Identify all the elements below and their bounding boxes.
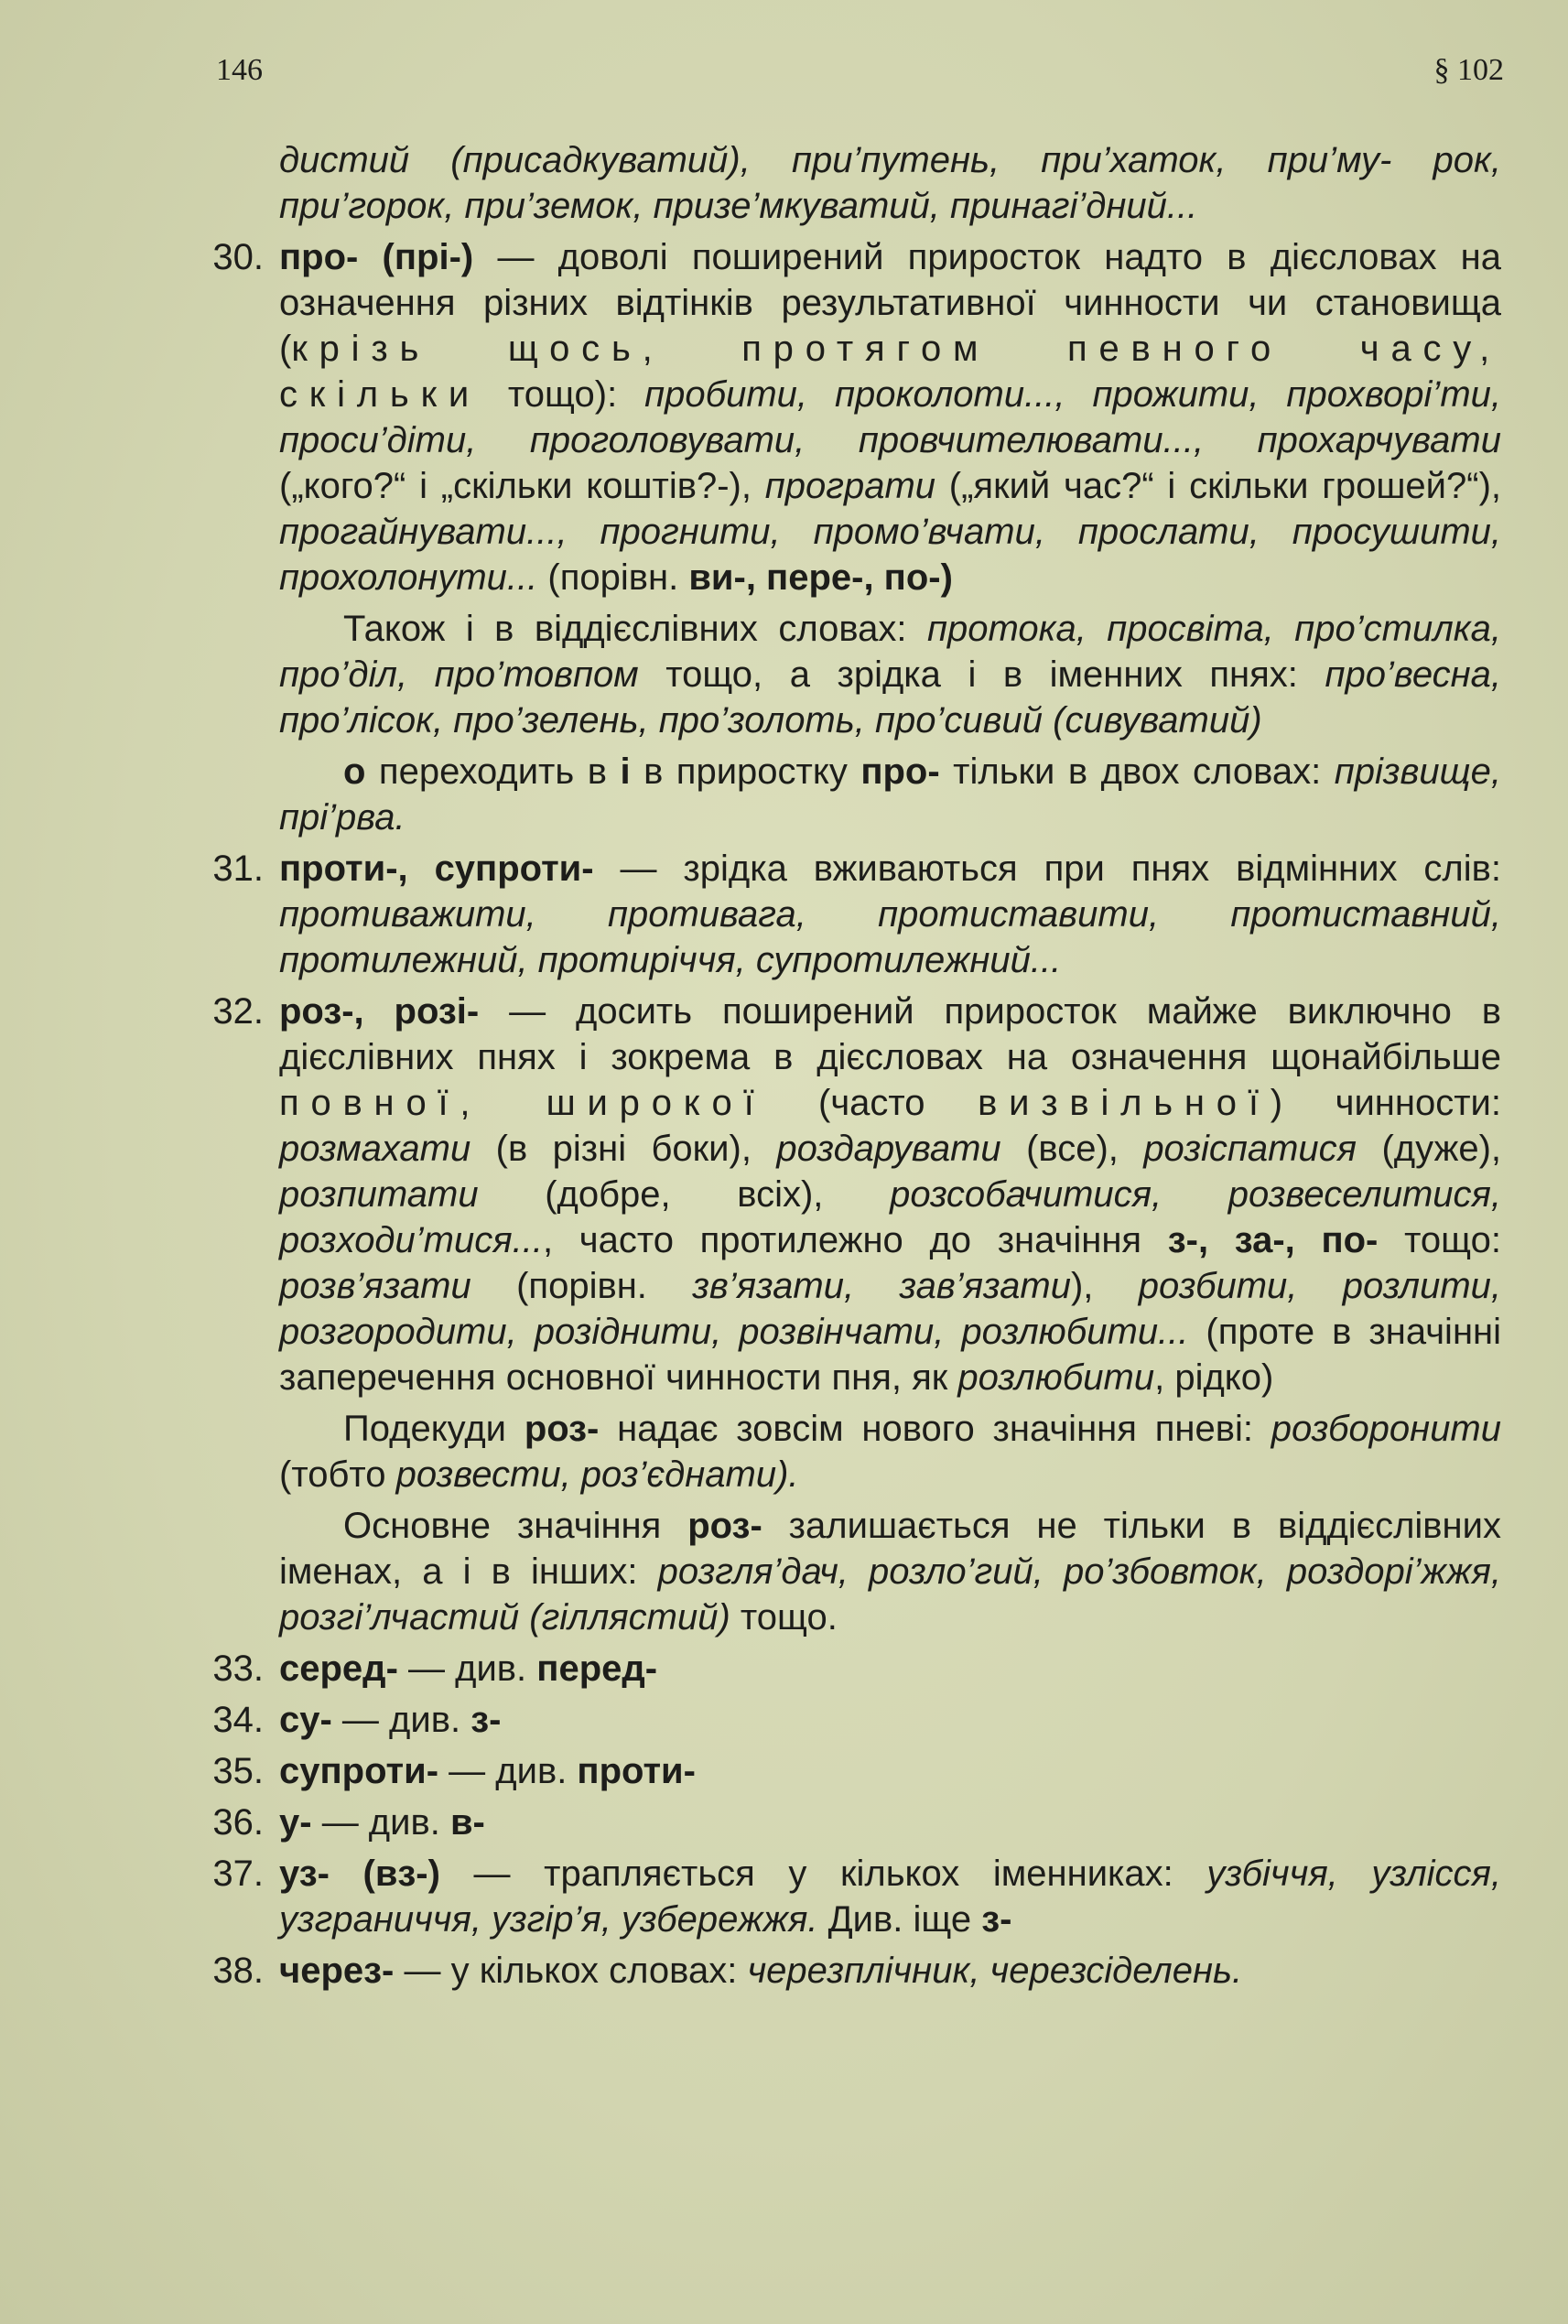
text-run: Основне значіння	[343, 1506, 688, 1546]
entry-number: 35.	[212, 1751, 264, 1791]
bold-term: роз-	[687, 1506, 762, 1546]
bold-term: у-	[279, 1802, 312, 1843]
entry-text	[279, 846, 1501, 983]
text-run: (тобто	[279, 1454, 396, 1495]
entry-number: 38.	[212, 1951, 264, 1991]
italic-example: противажити, противага, протиставити, протиставний, протилежний, протиріччя, супротилежний...	[279, 894, 1501, 980]
entry-number: 37.	[212, 1854, 264, 1894]
text-run: — див.	[331, 1700, 471, 1740]
text-run: ) чинности:	[1270, 1083, 1501, 1123]
text-run: — досить поширений приросток майже виключно в дієслівних пнях і зокрема в дієсловах на означення щонайбільше	[279, 991, 1501, 1077]
entry-text	[279, 1800, 1501, 1845]
entry-number: 34.	[212, 1700, 264, 1740]
entry-text	[279, 1697, 1501, 1743]
page-content	[192, 137, 1501, 1994]
list-item	[192, 1948, 1501, 1994]
bold-term: про-	[860, 751, 940, 792]
entry-subparagraph	[279, 1503, 1501, 1640]
list-item	[192, 1800, 1501, 1845]
entry-number: 32.	[212, 991, 264, 1032]
bold-term: су-	[279, 1700, 332, 1740]
bold-term: проти-, супроти-	[279, 849, 594, 889]
entry-text	[279, 989, 1501, 1400]
bold-term: перед-	[536, 1648, 658, 1689]
list-item	[192, 846, 1501, 983]
text-run: — зрідка вживаються при пнях відмінних слів:	[593, 849, 1501, 889]
italic-example: дистий (присадкуватий), при’путень, при’хаток, при’му-	[279, 140, 1392, 180]
text-run: тощо.	[730, 1597, 838, 1638]
italic-example: прогайнувати..., прогнити, промо’вчати, прослати, просушити, прохолонути...	[279, 512, 1501, 598]
italic-example: прізвище, прі’рва.	[279, 751, 1501, 838]
italic-example: розмахати	[279, 1129, 471, 1169]
entry-number: 31.	[212, 849, 264, 889]
bold-term: уз- (вз-)	[279, 1854, 440, 1894]
text-run: тощо):	[481, 374, 645, 415]
list-item	[192, 1697, 1501, 1743]
text-run: , рідко)	[1154, 1357, 1274, 1398]
bold-term: серед-	[279, 1648, 398, 1689]
spaced-text: крізь щось, протягом певного часу, скільки	[279, 329, 1501, 415]
text-run: в приростку	[630, 751, 861, 792]
entry-text	[279, 1748, 1501, 1794]
italic-example: розбити, розлити, розгородити, розіднити, розвінчати, розлюбити...	[279, 1266, 1502, 1352]
text-run: (дуже),	[1357, 1129, 1502, 1169]
text-run: надає зовсім нового значіння пневі:	[599, 1409, 1271, 1449]
text-run: Див. іще	[817, 1899, 982, 1940]
italic-example: розгля’дач, розло’гий, ро’збовток, роздорі’жжя, розгі’лчастий (гіллястий)	[279, 1551, 1501, 1638]
entry-subparagraph	[279, 1406, 1501, 1497]
italic-example: пробити, проколоти..., прожити, прохворі’ти, проси’діти, проголовувати, провчителювати..., прохарчувати	[279, 374, 1502, 460]
text-run: — доволі поширений приросток надто в дієсловах на означення різних відтінків результативної чинности чи становища (	[279, 237, 1501, 369]
italic-example: про’весна, про’лісок, про’зелень, про’золоть, про’сивий (сивуватий)	[279, 654, 1501, 740]
bold-term: і	[620, 751, 631, 792]
entry-text	[279, 234, 1501, 600]
italic-example: розпитати	[279, 1174, 479, 1215]
text-run: (проте в значінні заперечення основної чинности пня, як	[279, 1312, 1502, 1398]
entry-text	[279, 1646, 1501, 1692]
section-number: § 102	[1433, 53, 1504, 87]
italic-example: рок, при’горок, при’земок, призе’мкуватий, принагі’дний...	[279, 140, 1501, 226]
bold-term: роз-, розі-	[279, 991, 480, 1032]
text-run: — див.	[311, 1802, 450, 1843]
bold-term: супроти-	[279, 1751, 439, 1791]
italic-example: зв’язати, зав’язати	[692, 1266, 1071, 1306]
list-item	[192, 1646, 1501, 1692]
spaced-text: визвільної	[978, 1083, 1271, 1123]
bold-term: о	[343, 751, 366, 792]
text-run: — див.	[397, 1648, 537, 1689]
entry-text	[279, 1948, 1501, 1994]
italic-example: протока, просвіта, про’стилка, про’діл, про’товпом	[279, 609, 1502, 695]
text-run: тощо, а зрідка і в іменних пнях:	[638, 654, 1325, 695]
bold-term: з-	[470, 1700, 502, 1740]
bold-term: з-	[981, 1899, 1012, 1940]
entry-number: 36.	[212, 1802, 264, 1843]
text-run: тощо:	[1378, 1220, 1502, 1260]
entry-text	[279, 1851, 1501, 1942]
text-run: („кого?“ і „скільки коштів?-),	[279, 466, 765, 506]
text-run: (в різні боки),	[470, 1129, 777, 1169]
text-run: , часто протилежно до значіння	[542, 1220, 1168, 1260]
italic-example: узбіччя, узлісся, узграниччя, узгір’я, узбережжя.	[279, 1854, 1502, 1940]
continuation-paragraph	[192, 137, 1501, 229]
italic-example: розборонити	[1271, 1409, 1501, 1449]
italic-example: розв’язати	[279, 1266, 471, 1306]
text-run: Подекуди	[343, 1409, 524, 1449]
italic-example: розсобачитися, розвеселитися, розходи’тися...	[279, 1174, 1501, 1260]
text-run: ),	[1070, 1266, 1139, 1306]
text-run: (порівн.	[470, 1266, 693, 1306]
list-item	[192, 1851, 1501, 1942]
page-header	[216, 53, 1504, 108]
entry-subparagraph	[279, 749, 1501, 840]
bold-term: ви-, пере-, по-)	[688, 557, 953, 598]
bold-term: через-	[279, 1951, 395, 1991]
italic-example: розіспатися	[1143, 1129, 1357, 1169]
text-run: Також і в віддієслівних словах:	[343, 609, 927, 649]
list-item	[192, 989, 1501, 1640]
text-run: (часто	[765, 1083, 979, 1123]
italic-example: роздарувати	[776, 1129, 1001, 1169]
text-run: — див.	[438, 1751, 578, 1791]
text-run: — трапляється у кількох іменниках:	[439, 1854, 1207, 1894]
list-item	[192, 234, 1501, 840]
italic-example: програти	[764, 466, 936, 506]
spaced-text: повної, широкої	[279, 1083, 766, 1123]
italic-example: розвести, роз’єднати).	[395, 1454, 799, 1495]
text-run: (все),	[1000, 1129, 1144, 1169]
entry-number: 30.	[212, 237, 264, 277]
list-item	[192, 1748, 1501, 1794]
text-run: — у кількох словах:	[394, 1951, 748, 1991]
page-number: 146	[216, 53, 263, 87]
bold-term: роз-	[524, 1409, 600, 1449]
entry-subparagraph	[279, 606, 1501, 743]
text-run: залишається не тільки в віддієслівних іменах, а і в інших:	[279, 1506, 1501, 1592]
text-run: тільки в двох словах:	[939, 751, 1335, 792]
bold-term: проти-	[577, 1751, 696, 1791]
text-run: (порівн.	[537, 557, 689, 598]
text-run: переходить в	[365, 751, 621, 792]
italic-example: розлюбити	[957, 1357, 1155, 1398]
text-run: (добре, всіх),	[478, 1174, 891, 1215]
italic-example: черезплічник, черезсіделень.	[747, 1951, 1243, 1991]
text-run: („який час?“ і скільки грошей?“),	[935, 466, 1501, 506]
bold-term: з-, за-, по-	[1167, 1220, 1379, 1260]
bold-term: в-	[449, 1802, 485, 1843]
bold-term: про- (прі-)	[279, 237, 474, 277]
entry-number: 33.	[212, 1648, 264, 1689]
